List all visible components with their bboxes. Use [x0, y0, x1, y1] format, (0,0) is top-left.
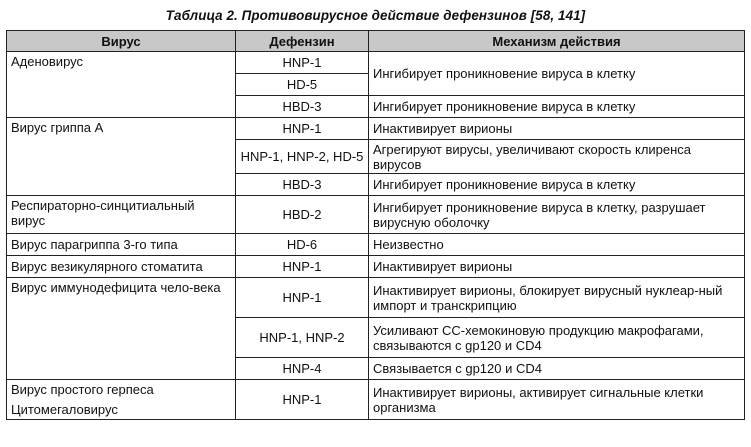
mechanism-cell: Ингибирует проникновение вируса в клетку, разрушает вирусную оболочку: [369, 196, 745, 234]
table-row: [7, 118, 745, 140]
defensin-cell: HBD-3: [236, 174, 369, 196]
defensin-cell: HBD-2: [236, 196, 369, 234]
virus-cell: Вирус простого герпеса: [7, 380, 236, 400]
table-row: [7, 196, 745, 234]
mechanism-cell: Агрегируют вирусы, увеличивают скорость клиренса вирусов: [369, 140, 745, 174]
mechanism-cell: Инактивирует вирионы: [369, 118, 745, 140]
mechanism-cell: Ингибирует проникновение вируса в клетку: [369, 96, 745, 118]
virus-cell: Вирус иммунодефицита чело-века: [7, 278, 236, 380]
defensin-cell: HD-6: [236, 234, 369, 256]
table-row: [7, 256, 745, 278]
defensin-cell: HNP-1, HNP-2, HD-5: [236, 140, 369, 174]
table-row: [7, 278, 745, 318]
mechanism-cell: Неизвестно: [369, 234, 745, 256]
defensin-cell: HNP-1: [236, 380, 369, 420]
mechanism-cell: Инактивирует вирионы, блокирует вирусный нуклеар-ный импорт и транскрипцию: [369, 278, 745, 318]
defensin-table: [6, 30, 745, 420]
mechanism-cell: Инактивирует вирионы: [369, 256, 745, 278]
defensin-cell: HNP-1: [236, 52, 369, 74]
virus-cell: Респираторно-синцитиальный вирус: [7, 196, 236, 234]
virus-cell: Цитомегаловирус: [7, 400, 236, 420]
defensin-cell: HBD-3: [236, 96, 369, 118]
virus-cell: Вирус везикулярного стоматита: [7, 256, 236, 278]
defensin-cell: HNP-1, HNP-2: [236, 318, 369, 358]
defensin-cell: HNP-1: [236, 256, 369, 278]
table-caption: Таблица 2. Противовирусное действие дефензинов [58, 141]: [165, 8, 586, 23]
header-defensin: Дефензин: [236, 31, 369, 52]
table-row: [7, 380, 745, 400]
table-row: [7, 234, 745, 256]
mechanism-cell: Инактивирует вирионы, активирует сигнальные клетки организма: [369, 380, 745, 420]
defensin-cell: HNP-1: [236, 118, 369, 140]
mechanism-cell: Усиливают СС-хемокиновую продукцию макрофагами, связываются с gp120 и CD4: [369, 318, 745, 358]
mechanism-cell: Ингибирует проникновение вируса в клетку: [369, 174, 745, 196]
table-header-row: [7, 31, 745, 52]
defensin-cell: HNP-1: [236, 278, 369, 318]
defensin-cell: HNP-4: [236, 358, 369, 380]
defensin-cell: HD-5: [236, 74, 369, 96]
virus-cell: Вирус парагриппа 3-го типа: [7, 234, 236, 256]
mechanism-cell: Связывается с gp120 и CD4: [369, 358, 745, 380]
virus-cell: Вирус гриппа А: [7, 118, 236, 196]
header-virus: Вирус: [7, 31, 236, 52]
table-row: [7, 52, 745, 74]
header-mechanism: Механизм действия: [369, 31, 745, 52]
virus-cell: Аденовирус: [7, 52, 236, 118]
mechanism-cell: Ингибирует проникновение вируса в клетку: [369, 52, 745, 96]
